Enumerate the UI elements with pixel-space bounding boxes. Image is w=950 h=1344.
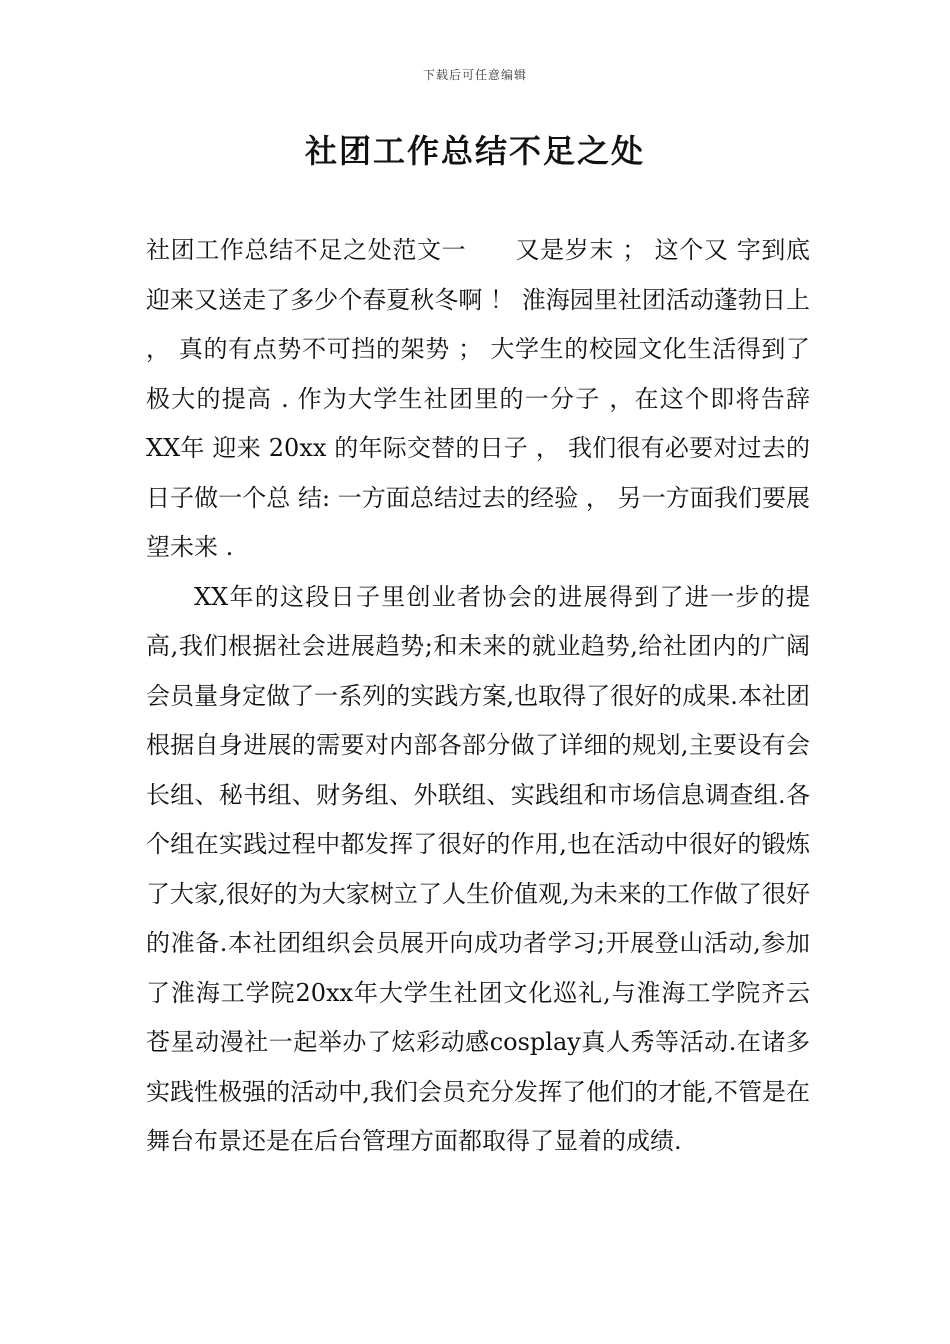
paragraph-2: XX年的这段日子里创业者协会的进展得到了进一步的提高,我们根据社会进展趋势;和未来的就业趋势,给社团内的广阔会员量身定做了一系列的实践方案,也取得了很好的成果.本社团根据自身进展的需要对内部各部分做了详细的规划,主要设有会长组、秘书组、财务组、外联组、实践组和市场信息调查组.各个组在实践过程中都发挥了很好的作用,也在活动中很好的锻炼了大家,很好的为大家树立了人生价值观,为未来的工作做了很好的准备.本社团组织会员展开向成功者学习;开展登山活动,参加了淮海工学院20xx年大学生社团文化巡礼,与淮海工学院齐云苍星动漫社一起举办了炫彩动感cosplay真人秀等活动.在诸多实践性极强的活动中,我们会员充分发挥了他们的才能,不管是在舞台布景还是在后台管理方面都取得了显着的成绩. <box>146 582 810 1155</box>
paragraph-1: 社团工作总结不足之处范文一 又是岁末 ； 这个又 字到底迎来又送走了多少个春夏秋冬啊 ！ 淮海园里社团活动蓬勃日上 ， 真的有点势不可挡的架势 ； 大学生的校园文化生活得到了极大的提高 . 作为大学生社团里的一分子 ，在这个即将告辞 XX年 迎来 20xx 的年际交替的日子 ， 我们很有必要对过去的日子做一个总 结: 一方面总结过去的经验 ， 另一方面我们要展望未来 . <box>146 236 810 561</box>
page-title: 社团工作总结不足之处 <box>304 132 645 170</box>
header-note: 下载后可任意编辑 <box>422 68 527 82</box>
document-body <box>146 226 810 1167</box>
